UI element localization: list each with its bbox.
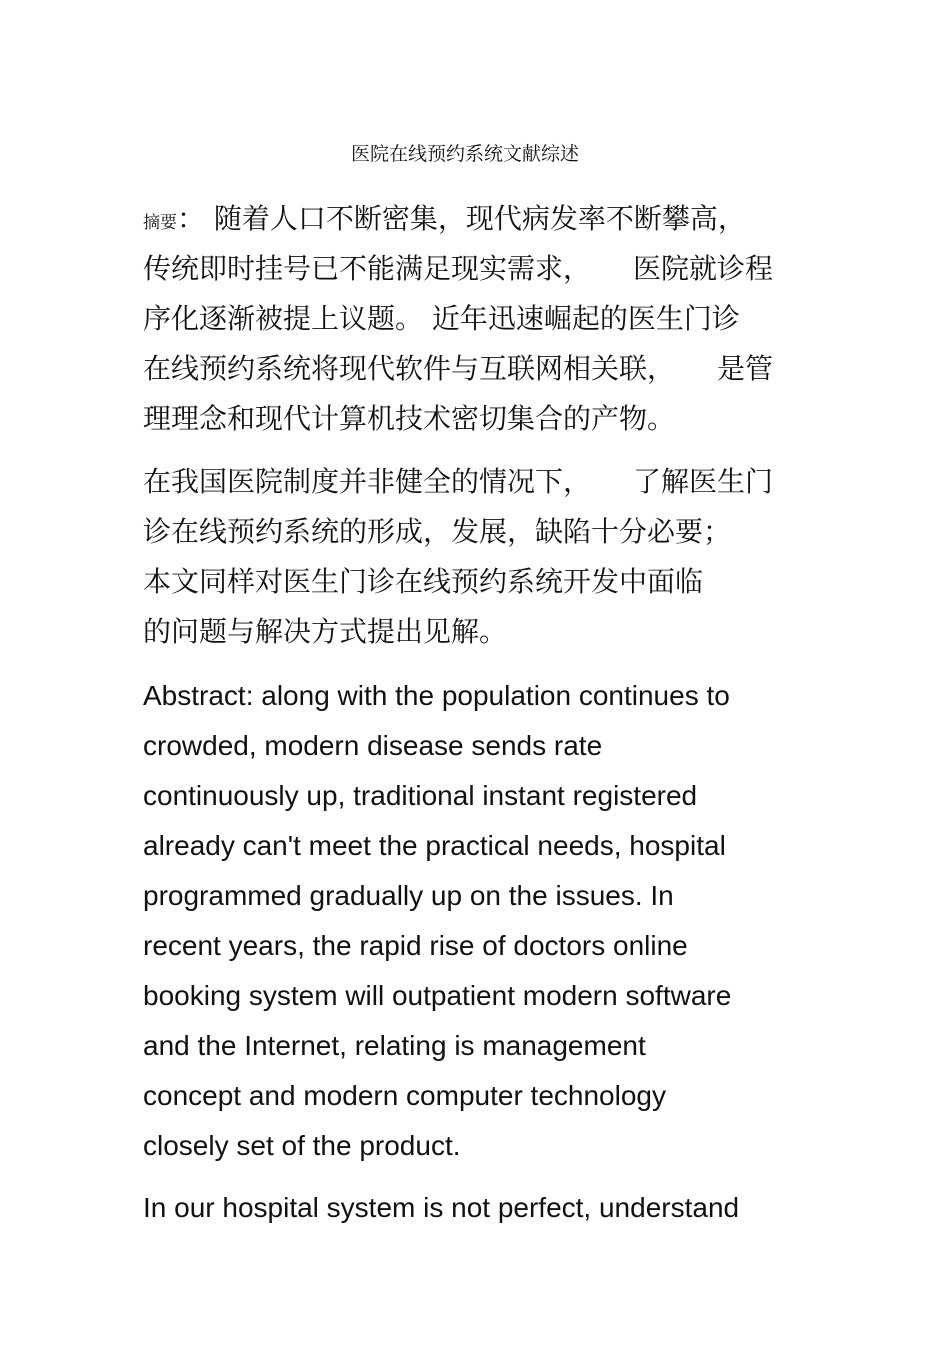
text-line: Abstract: along with the population continues to xyxy=(143,680,730,711)
text-line: 摘要： 随着人口不断密集，现代病发率不断攀高， xyxy=(143,202,746,235)
text-line: and the Internet, relating is management xyxy=(143,1030,646,1061)
text-line: 在线预约系统将现代软件与互联网相关联， 是管 xyxy=(143,352,774,385)
text-line: 理理念和现代计算机技术密切集合的产物。 xyxy=(143,402,676,435)
text-line: 序化逐渐被提上议题。 近年迅速崛起的医生门诊 xyxy=(143,302,740,335)
text-line: programmed gradually up on the issues. In xyxy=(143,880,674,911)
text-line: 本文同样对医生门诊在线预约系统开发中面临 xyxy=(143,565,704,598)
abstract-label: 摘要 xyxy=(143,213,177,233)
text-line: crowded, modern disease sends rate xyxy=(143,730,603,761)
document-title: 医院在线预约系统文献综述 xyxy=(350,143,579,165)
text-line: concept and modern computer technology xyxy=(143,1080,666,1111)
text-line: already can't meet the practical needs, hospital xyxy=(143,830,726,861)
text-line: recent years, the rapid rise of doctors online xyxy=(143,930,688,961)
text-line: 在我国医院制度并非健全的情况下， 了解医生门 xyxy=(143,465,774,498)
text-line: 诊在线预约系统的形成，发展，缺陷十分必要； xyxy=(143,515,732,548)
text-line: continuously up, traditional instant registered xyxy=(143,780,698,811)
text-line: closely set of the product. xyxy=(143,1130,461,1161)
paragraph-english-2 xyxy=(143,1183,739,1233)
text-line: In our hospital system is not perfect, understand xyxy=(143,1192,740,1223)
paragraph-chinese-2 xyxy=(143,457,773,657)
text-line: 传统即时挂号已不能满足现实需求， 医院就诊程 xyxy=(143,252,774,285)
text-line: booking system will outpatient modern software xyxy=(143,980,732,1011)
text-line: 的问题与解决方式提出见解。 xyxy=(143,615,508,648)
abstract-chinese xyxy=(143,194,773,444)
abstract-english xyxy=(143,671,731,1171)
